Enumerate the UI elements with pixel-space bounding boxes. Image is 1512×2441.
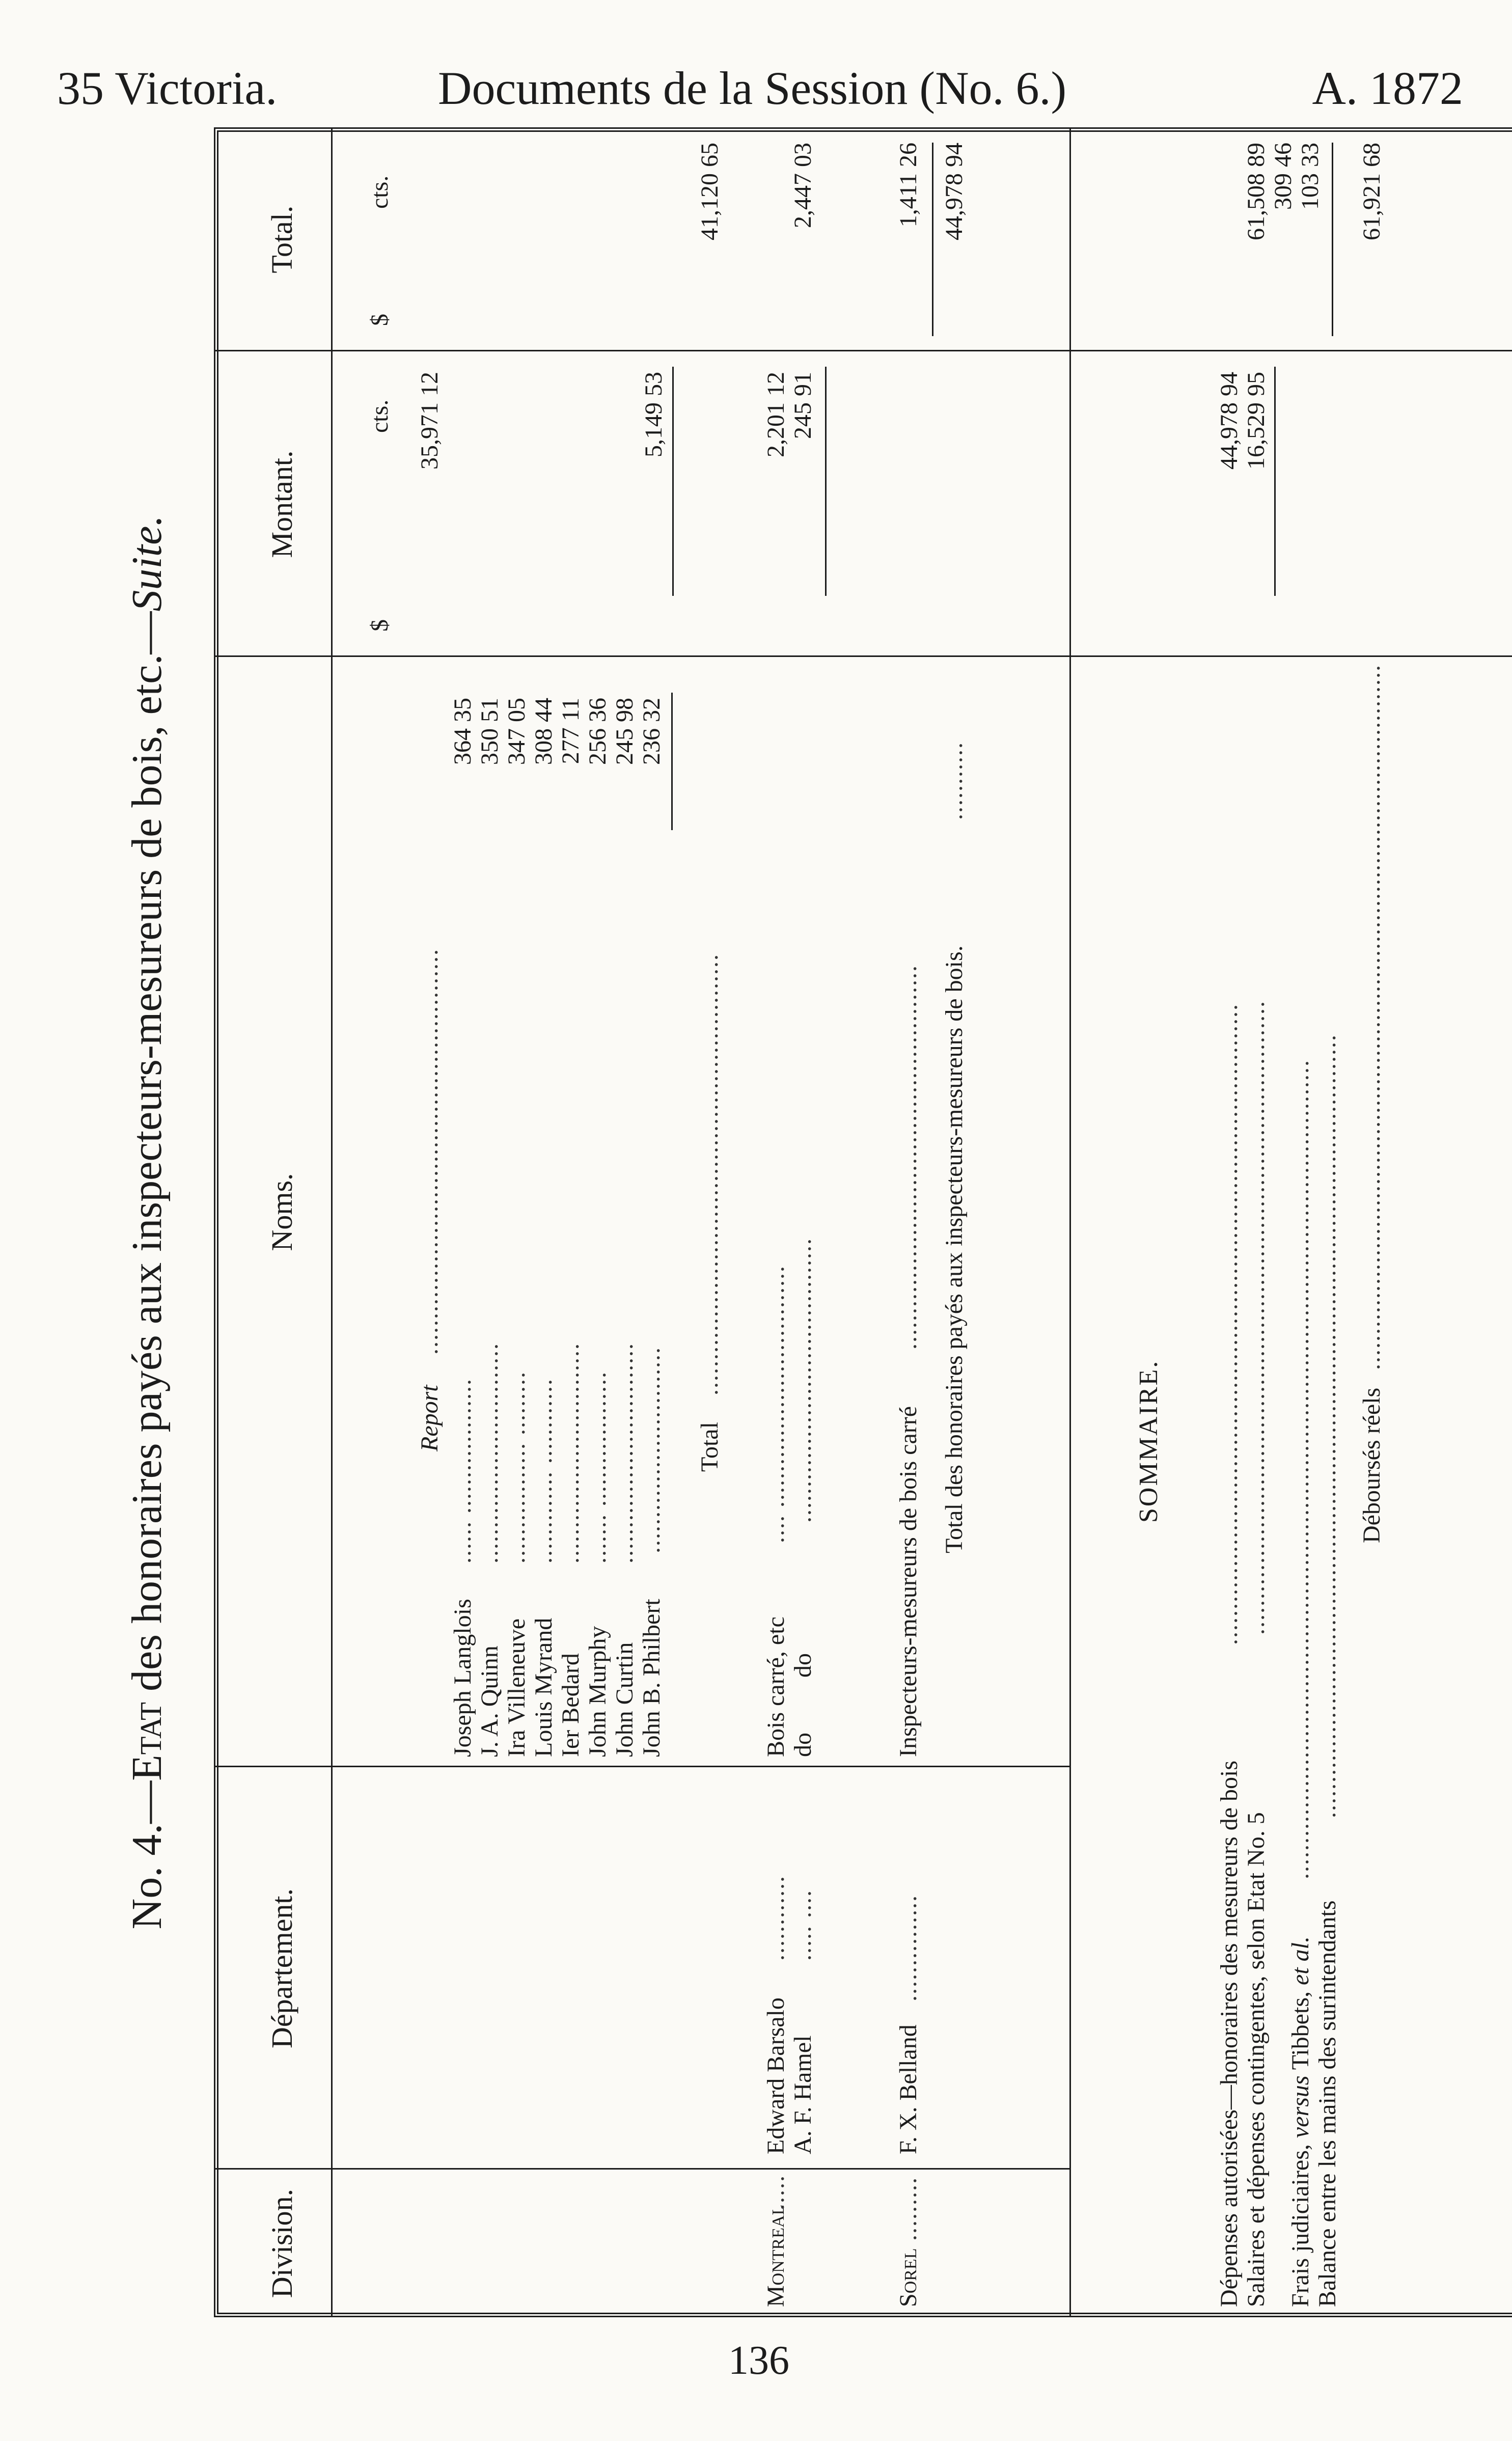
grand-total-leader: ........... <box>941 742 968 820</box>
col-head-division: Division. <box>265 2188 298 2298</box>
montreal-montant: 245 91 <box>789 372 816 439</box>
col-head-departement: Département. <box>265 1888 298 2049</box>
report-leader: ......................................................... <box>416 948 443 1355</box>
deboursés-leader: ................................................................................................... <box>1358 664 1385 1370</box>
person-leader: ................. ......... <box>503 1371 530 1564</box>
person-amount: 277 11 <box>557 698 584 764</box>
sommaire-line-leader: .......................................................................................... <box>1216 1003 1243 1645</box>
sorel-total: 1,411 26 <box>895 143 922 228</box>
sommaire-line-leader: ......................................................................................... <box>1243 1000 1270 1635</box>
montreal-sum-rule <box>825 367 827 596</box>
person-amount: 245 98 <box>611 698 638 765</box>
person-leader: ....... ................... <box>584 1371 611 1564</box>
person-amount: 308 44 <box>530 698 557 765</box>
person-name: John Murphy <box>584 1626 611 1757</box>
person-amount: 347 05 <box>503 698 530 765</box>
frais-b: Tibbets, <box>1287 1985 1314 2076</box>
person-leader: ............................... <box>476 1342 503 1564</box>
col-rule-division <box>214 2168 1069 2170</box>
montreal-dept: A. F. Hamel <box>789 2035 816 2154</box>
sommaire-sum-rule <box>1274 367 1276 596</box>
header-right: A. 1872 <box>1312 62 1463 114</box>
montreal-dept: Edward Barsalo <box>762 1997 789 2154</box>
col-head-noms: Noms. <box>265 1173 298 1251</box>
sorel-division: Sorel <box>895 2248 922 2307</box>
balance-total: 103 33 <box>1297 143 1324 210</box>
deboursés-label: Déboursés réels <box>1358 1387 1385 1543</box>
montreal-nom: do do <box>789 1653 816 1757</box>
person-name: Joseph Langlois <box>449 1599 476 1757</box>
grand-total-value: 44,978 94 <box>941 143 968 240</box>
frais-leader: ................................................................................................................... <box>1287 1059 1314 1879</box>
title-etat: Etat <box>123 1702 171 1781</box>
person-leader: ............................... <box>557 1342 584 1564</box>
deboursés-total: 61,921 68 <box>1358 143 1385 240</box>
table-title <box>122 107 172 2338</box>
person-name: Louis Myrand <box>530 1617 557 1757</box>
frais-versus: versus <box>1287 2075 1314 2138</box>
unit-cents-total: cts. <box>366 175 393 209</box>
col-rule-departement <box>214 1766 1069 1767</box>
sommaire-line-montant: 44,978 94 <box>1216 372 1243 470</box>
person-leader: ............................. <box>638 1347 665 1553</box>
sorel-nom-leader: ...................................................... <box>895 965 922 1350</box>
header-left: 35 Victoria. <box>57 62 278 114</box>
balance-leader: .............................................................................................................. <box>1314 1034 1341 1818</box>
montreal-dept-leader: ............ <box>762 1875 789 1961</box>
person-name: Ira Villeneuve <box>503 1618 530 1757</box>
unit-cents-montant: cts. <box>366 399 393 433</box>
persons-sum-rule <box>671 693 673 830</box>
frais-a: Frais judiciaires, <box>1287 2138 1314 2307</box>
col-head-montant: Montant. <box>265 450 298 558</box>
deboursés-rule <box>1332 143 1333 336</box>
unit-dollar-montant: $ <box>366 619 393 632</box>
person-amount: 364 35 <box>449 698 476 765</box>
header-center: Documents de la Session (No. 6.) <box>438 62 1067 114</box>
sommaire-line-montant: 16,529 95 <box>1243 372 1270 470</box>
unit-dollar-total: $ <box>366 314 393 326</box>
sorel-dept: F. X. Belland <box>895 2024 922 2154</box>
person-leader: ............................... <box>611 1342 638 1564</box>
persons-montant: 5,149 53 <box>640 372 667 457</box>
report-montant: 35,971 12 <box>416 372 443 470</box>
person-amount: 236 32 <box>638 698 665 765</box>
sommaire-subtotal: 61,508 89 <box>1243 143 1270 240</box>
montreal-division: Montreal <box>762 2204 789 2307</box>
frais-label <box>1288 1936 1313 2307</box>
montreal-dept-leader: ..... .... <box>789 1889 816 1961</box>
montreal-nom: Bois carré, etc <box>762 1616 789 1757</box>
sommaire-heading: SOMMAIRE. <box>1134 1359 1163 1523</box>
montant-sum-rule <box>672 367 674 596</box>
total-leader: .............................................................. <box>696 953 723 1395</box>
person-amount: 256 36 <box>584 698 611 765</box>
page-number: 136 <box>728 2338 789 2383</box>
title-rest: des honoraires payés aux inspecteurs-mesureurs de bois, etc.— <box>123 611 171 1702</box>
col-rule-montant <box>214 350 1069 351</box>
rotated-table-page <box>66 107 1441 2338</box>
sommaire-line: Salaires et dépenses contingentes, selon Etat No. 5 <box>1243 1812 1270 2307</box>
sorel-division-leader: ......... <box>895 2177 922 2241</box>
sorel-nom: Inspecteurs-mesureurs de bois carré <box>895 1406 922 1757</box>
montreal-nom-leader: ........................................ <box>789 1238 816 1523</box>
col-head-total: Total. <box>265 205 298 273</box>
montreal-total: 2,447 03 <box>789 143 816 228</box>
sommaire-line: Dépenses autorisées—honoraires des mesureurs de bois <box>1216 1760 1243 2307</box>
title-suite: Suite. <box>123 515 171 612</box>
sommaire-rule-montant <box>1069 350 1512 351</box>
person-name: J. A. Quinn <box>476 1645 503 1757</box>
col-rule-noms <box>214 655 1069 657</box>
grand-total-label: Total des honoraires payés aux inspecteurs-mesureurs de bois. <box>941 945 968 1553</box>
person-name: John B. Philbert <box>638 1599 665 1757</box>
header-rule <box>331 127 333 2317</box>
person-amount: 350 51 <box>476 698 503 765</box>
montreal-nom-leader: .... .................................. <box>762 1265 789 1543</box>
total-value: 41,120 65 <box>696 143 723 240</box>
person-leader: ............. ............ <box>530 1378 557 1564</box>
frais-total: 309 46 <box>1270 143 1297 210</box>
title-prefix: No. 4.— <box>123 1780 171 1930</box>
montreal-montant: 2,201 12 <box>762 372 789 457</box>
sorel-dept-leader: ............... <box>895 1895 922 2001</box>
balance-label: Balance entre les mains des surintendants <box>1314 1900 1341 2307</box>
sommaire-rule-noms <box>1069 655 1512 657</box>
person-leader: ...... ................... <box>449 1378 476 1564</box>
report-label: Report <box>416 1385 443 1451</box>
person-name: Ier Bedard <box>557 1653 584 1757</box>
montreal-division-leader: ..... <box>762 2175 789 2210</box>
total-label: Total <box>696 1422 723 1472</box>
grand-total-rule <box>932 143 933 336</box>
person-name: John Curtin <box>611 1642 638 1757</box>
frais-etal: et al. <box>1287 1936 1314 1985</box>
sommaire-rule <box>1069 127 1071 2317</box>
